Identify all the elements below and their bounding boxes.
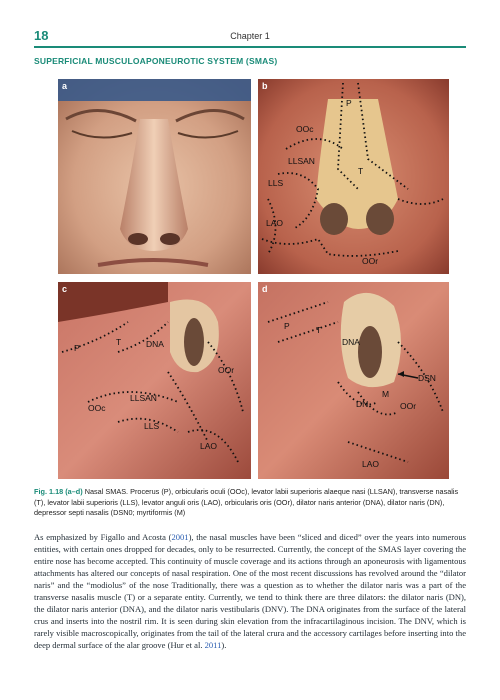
muscle-label: P xyxy=(74,343,80,353)
muscle-label: DN xyxy=(356,399,369,409)
muscle-label: T xyxy=(316,325,322,335)
muscle-label: OOc xyxy=(88,403,106,413)
panel-letter: a xyxy=(62,81,68,91)
muscle-label: OOr xyxy=(400,401,417,411)
nose-frontal-photo xyxy=(58,79,251,274)
panel-letter: b xyxy=(262,81,268,91)
muscle-label: LAO xyxy=(266,218,284,228)
muscle-label: LLSAN xyxy=(130,393,157,403)
muscle-label: DSN xyxy=(418,373,436,383)
figure-panel-a xyxy=(58,79,251,274)
muscle-label: T xyxy=(116,337,122,347)
page-number: 18 xyxy=(34,28,49,43)
citation-link[interactable]: 2011 xyxy=(204,640,222,650)
muscle-label: T xyxy=(358,166,364,176)
muscle-label: LLS xyxy=(268,178,284,188)
figure-panel-b xyxy=(258,79,449,274)
chapter-title: Chapter 1 xyxy=(230,31,270,41)
muscle-label: P xyxy=(346,98,352,108)
muscle-label: DNA xyxy=(342,337,360,347)
muscle-label: LAO xyxy=(362,459,380,469)
muscle-label: OOc xyxy=(296,124,314,134)
muscle-label: P xyxy=(284,321,290,331)
muscle-label: OOr xyxy=(362,256,379,266)
nose-dissection-photo-c xyxy=(58,282,251,479)
running-header xyxy=(34,28,466,46)
figure-number: Fig. 1.18 (a–d) xyxy=(34,487,83,496)
panel-letter: c xyxy=(62,284,68,294)
body-paragraph xyxy=(34,531,466,651)
header-rule xyxy=(34,46,466,48)
muscle-label: LLS xyxy=(144,421,160,431)
figure-caption xyxy=(34,487,466,519)
section-title: SUPERFICIAL MUSCULOAPONEUROTIC SYSTEM (SMAS) xyxy=(34,56,278,66)
muscle-label: OOr xyxy=(218,365,235,375)
body-text-segment: ), the nasal muscles have been “sliced and diced” over the years into numerous entities, with certain ones dropped for decades, only to be resurrected. Currently, the concept of the SMAS layer covering the entire nose has become accepted. This continuity of muscle coverage and its actions through an aponeurosis with ligamentous attachments has altered our concepts of nasal respiration. One of the most recent discussions has revolved around the “dilator naris” and the “modiolus” of the nose Traditionally, there was a question as to whether the dilator naris was a part of the transverse nasalis muscle (T) or a separate entity. Currently, we tend to think there are three dilators: the dilator naris (DN), the dilator naris anterior (DNA), and the dilator naris vestibularis (DNV). The DNA originates from the surface of the lateral crus and inserts into the nostril rim. It is seen during skin elevation from the infracartilaginous incision. The DNV, which is rarely visible macroscopically, originates from the tail of the lateral crura and the accessory cartilages before inserting into the deep dermal surface of the alar groove (Hur et al. xyxy=(34,532,466,650)
muscle-label: LAO xyxy=(200,441,218,451)
muscle-label: LLSAN xyxy=(288,156,315,166)
body-text-segment: ). xyxy=(221,640,227,650)
caption-text: Nasal SMAS. Procerus (P), orbicularis oculi (OOc), levator labii superioris alaeque nasi (LLSAN), transverse nasalis (T), levator labii superioris (LLS), levator anguli oris (LAO), orbicularis oris (OOr), dilator naris anterior (DNA), dilator naris (DN), depressor septi nasalis (DSN0; myrtiformis (M) xyxy=(34,487,459,518)
figure-panel-d xyxy=(258,282,449,479)
nose-dissection-photo-b xyxy=(258,79,449,274)
body-text-segment: As emphasized by Figallo and Acosta ( xyxy=(34,532,172,542)
figure-panel-c xyxy=(58,282,251,479)
muscle-label: DNA xyxy=(146,339,164,349)
panel-letter: d xyxy=(262,284,268,294)
citation-link[interactable]: 2001 xyxy=(171,532,189,542)
muscle-label: M xyxy=(382,389,390,399)
